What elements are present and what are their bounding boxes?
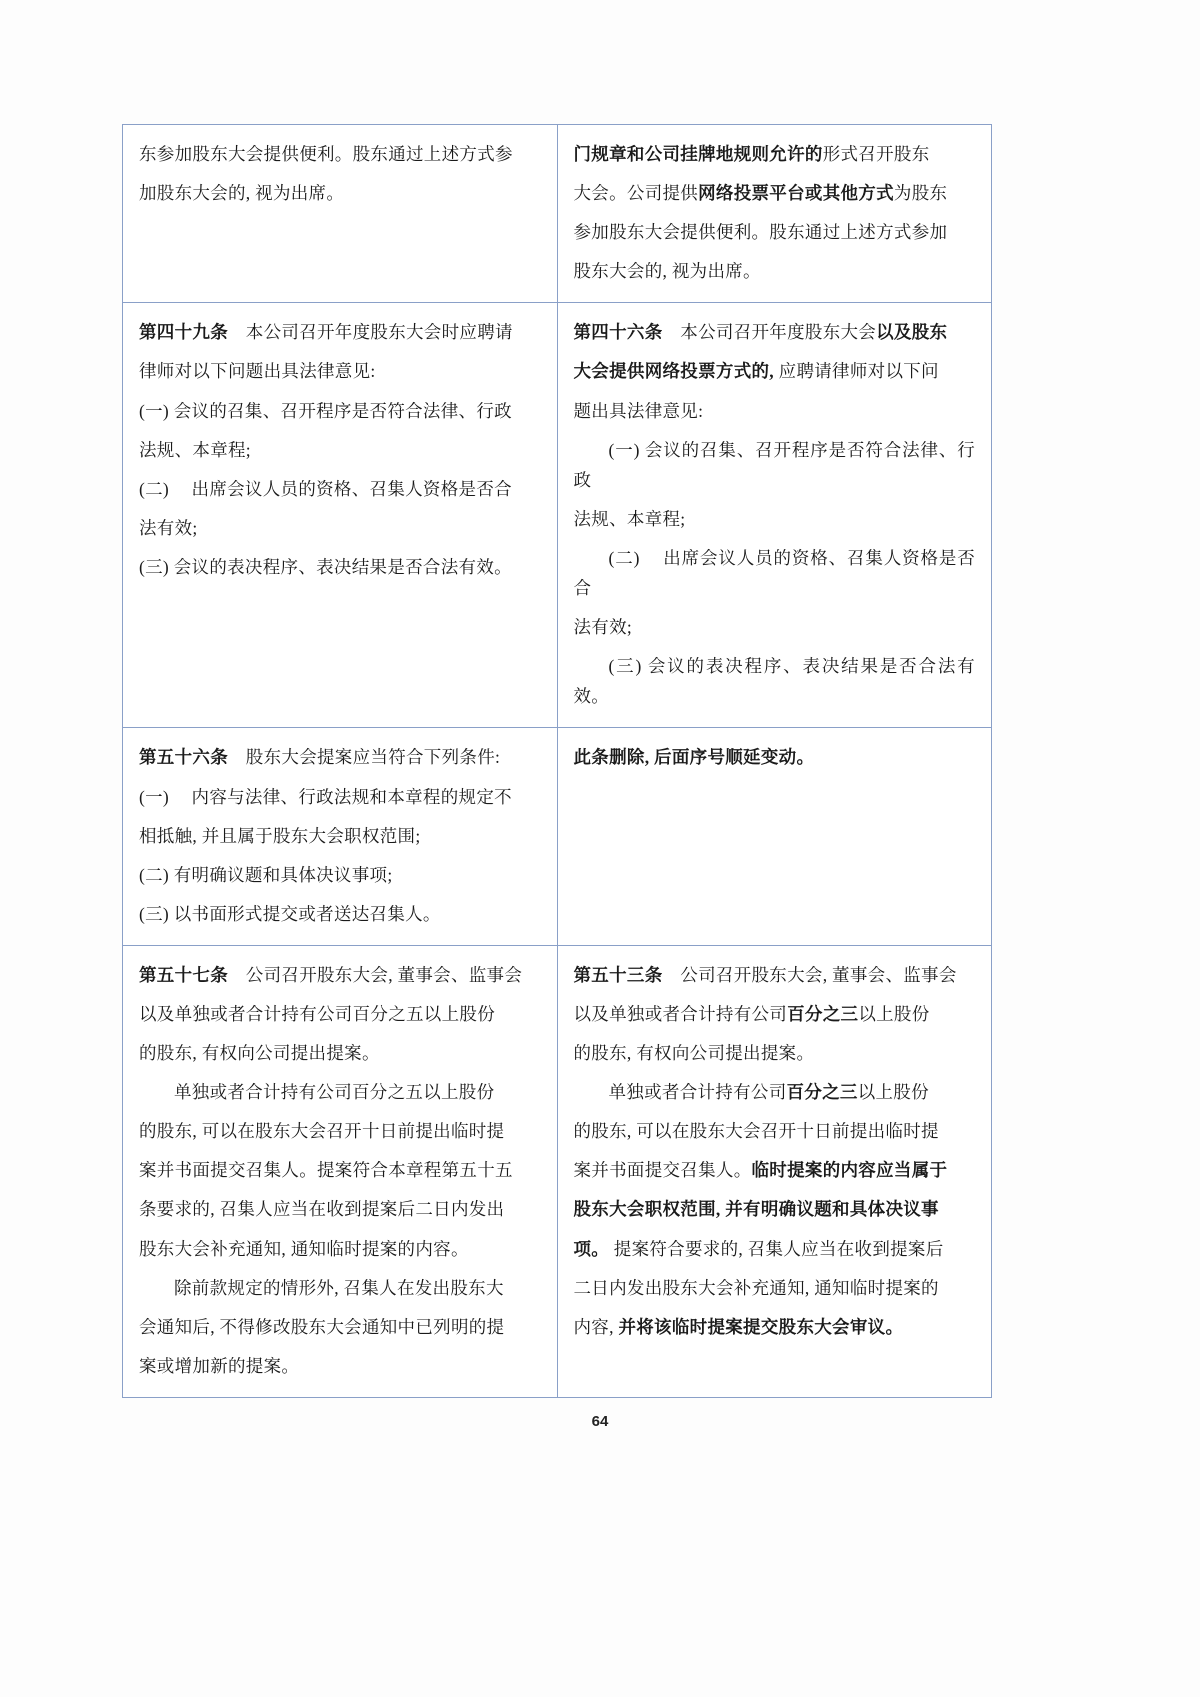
body-text: 的股东, 可以在股东大会召开十日前提出临时提 bbox=[139, 1121, 505, 1142]
paragraph-line bbox=[574, 1077, 976, 1107]
paragraph-line bbox=[574, 1312, 976, 1342]
body-text: (二) 出席会议人员的资格、召集人资格是否合 bbox=[139, 478, 512, 499]
page-number: 64 bbox=[591, 1413, 609, 1430]
paragraph-line bbox=[139, 1116, 541, 1146]
table-cell-revised bbox=[557, 125, 992, 303]
body-text: 法有效; bbox=[573, 617, 633, 638]
body-text: 东参加股东大会提供便利。股东通过上述方式参 bbox=[139, 144, 513, 164]
emphasis-text: 网络投票平台或其他方式 bbox=[698, 183, 894, 204]
paragraph-line bbox=[139, 1273, 541, 1303]
emphasis-text: 项。 bbox=[573, 1238, 610, 1259]
emphasis-text: 股东大会职权范围, 并有明确议题和具体决议事 bbox=[573, 1199, 939, 1220]
paragraph-line bbox=[139, 1351, 541, 1381]
paragraph-line bbox=[139, 1077, 541, 1107]
body-text: 股东大会提案应当符合下列条件: bbox=[228, 747, 501, 768]
paragraph-line bbox=[574, 317, 976, 347]
body-text: 法规、本章程; bbox=[139, 439, 251, 460]
table-cell-original bbox=[123, 303, 558, 728]
emphasis-text: 第四十九条 bbox=[139, 322, 228, 343]
table-row bbox=[123, 303, 992, 728]
body-text: 大会。公司提供 bbox=[573, 183, 699, 204]
emphasis-text: 百分之三 bbox=[787, 1003, 859, 1024]
comparison-table bbox=[122, 124, 992, 1398]
body-text: 的股东, 有权向公司提出提案。 bbox=[573, 1043, 815, 1064]
paragraph-line bbox=[139, 396, 541, 426]
body-text: 加股东大会的, 视为出席。 bbox=[139, 183, 345, 204]
paragraph-line bbox=[139, 1312, 541, 1342]
table-cell-original bbox=[123, 125, 558, 303]
paragraph-line bbox=[574, 612, 976, 642]
paragraph-line bbox=[574, 651, 976, 711]
emphasis-text: 第四十六条 bbox=[573, 322, 663, 343]
body-text: 法规、本章程; bbox=[573, 508, 686, 529]
table-cell-revised bbox=[557, 945, 992, 1397]
body-text: 应聘请律师对以下问 bbox=[773, 361, 939, 382]
body-text: 案或增加新的提案。 bbox=[139, 1355, 300, 1376]
body-text: (一) 内容与法律、行政法规和本章程的规定不 bbox=[139, 786, 512, 807]
body-text: 内容, bbox=[573, 1316, 619, 1337]
body-text: 股东大会补充通知, 通知临时提案的内容。 bbox=[139, 1238, 469, 1259]
body-text: 案并书面提交召集人。 bbox=[573, 1160, 752, 1181]
body-text: 除前款规定的情形外, 召集人在发出股东大 bbox=[174, 1277, 504, 1298]
paragraph-line bbox=[139, 742, 541, 772]
emphasis-text: 大会提供网络投票方式的, bbox=[573, 361, 774, 382]
body-text: 法有效; bbox=[139, 517, 198, 538]
paragraph-line bbox=[139, 1194, 541, 1224]
table-body bbox=[123, 125, 992, 1398]
paragraph-line bbox=[574, 742, 976, 772]
paragraph-line bbox=[139, 435, 541, 465]
body-text: 相抵触, 并且属于股东大会职权范围; bbox=[139, 825, 421, 846]
body-text: 以及单独或者合计持有公司百分之五以上股份 bbox=[139, 1003, 495, 1024]
body-text: 公司召开股东大会, 董事会、监事会 bbox=[662, 964, 957, 985]
emphasis-text: 第五十七条 bbox=[139, 964, 228, 985]
body-text: 单独或者合计持有公司 bbox=[608, 1082, 787, 1103]
body-text: (二) 出席会议人员的资格、召集人资格是否合 bbox=[573, 547, 975, 599]
paragraph-line bbox=[139, 860, 541, 890]
body-text: (三) 以书面形式提交或者送达召集人。 bbox=[139, 903, 441, 924]
paragraph-line bbox=[139, 960, 541, 990]
body-text: (三) 会议的表决程序、表决结果是否合法有效。 bbox=[573, 656, 975, 707]
paragraph-line bbox=[139, 356, 541, 386]
table-row bbox=[123, 728, 992, 945]
body-text: 单独或者合计持有公司百分之五以上股份 bbox=[174, 1082, 495, 1103]
paragraph-line bbox=[574, 139, 976, 169]
paragraph-line bbox=[574, 1155, 976, 1185]
body-text: 二日内发出股东大会补充通知, 通知临时提案的 bbox=[573, 1277, 939, 1298]
emphasis-text: 第五十三条 bbox=[573, 964, 663, 985]
emphasis-text: 第五十六条 bbox=[139, 747, 228, 768]
body-text: (二) 有明确议题和具体决议事项; bbox=[139, 864, 393, 885]
paragraph-line bbox=[139, 474, 541, 504]
paragraph-line bbox=[574, 1116, 976, 1146]
table-row bbox=[123, 945, 992, 1397]
paragraph-line bbox=[574, 178, 976, 208]
paragraph-line bbox=[574, 999, 976, 1029]
body-text: (三) 会议的表决程序、表决结果是否合法有效。 bbox=[139, 556, 512, 577]
body-text: (一) 会议的召集、召开程序是否符合法律、行政 bbox=[573, 439, 975, 490]
body-text: 形式召开股东 bbox=[822, 144, 930, 164]
body-text: 的股东, 有权向公司提出提案。 bbox=[139, 1043, 380, 1064]
emphasis-text: 以及股东 bbox=[876, 322, 948, 343]
paragraph-line bbox=[574, 396, 976, 426]
emphasis-text: 并将该临时提案提交股东大会审议。 bbox=[618, 1316, 904, 1337]
body-text: 的股东, 可以在股东大会召开十日前提出临时提 bbox=[573, 1121, 939, 1142]
paragraph-line bbox=[574, 1194, 976, 1224]
body-text: 题出具法律意见: bbox=[573, 400, 704, 421]
paragraph-line bbox=[139, 1234, 541, 1264]
paragraph-line bbox=[139, 139, 541, 169]
body-text: 公司召开股东大会, 董事会、监事会 bbox=[228, 964, 523, 985]
body-text: 为股东 bbox=[893, 183, 948, 204]
table-cell-original bbox=[123, 728, 558, 945]
paragraph-line bbox=[139, 821, 541, 851]
body-text: 会通知后, 不得修改股东大会通知中已列明的提 bbox=[139, 1316, 505, 1337]
body-text: 股东大会的, 视为出席。 bbox=[573, 261, 761, 282]
body-text: 本公司召开年度股东大会时应聘请 bbox=[228, 322, 513, 343]
paragraph-line bbox=[139, 999, 541, 1029]
body-text: 律师对以下问题出具法律意见: bbox=[139, 361, 376, 382]
body-text: 提案符合要求的, 召集人应当在收到提案后 bbox=[609, 1238, 944, 1259]
paragraph-line bbox=[139, 782, 541, 812]
body-text: 以及单独或者合计持有公司 bbox=[573, 1003, 788, 1024]
paragraph-line bbox=[139, 178, 541, 208]
body-text: 本公司召开年度股东大会 bbox=[662, 322, 877, 343]
paragraph-line bbox=[574, 256, 976, 286]
emphasis-text: 百分之三 bbox=[786, 1082, 858, 1103]
table-row bbox=[123, 125, 992, 303]
paragraph-line bbox=[574, 1038, 976, 1068]
body-text: 参加股东大会提供便利。股东通过上述方式参加 bbox=[573, 222, 948, 243]
paragraph-line bbox=[139, 317, 541, 347]
table-cell-original bbox=[123, 945, 558, 1397]
paragraph-line bbox=[139, 513, 541, 543]
paragraph-line bbox=[574, 1273, 976, 1303]
emphasis-text: 此条删除, 后面序号顺延变动。 bbox=[573, 747, 815, 768]
body-text: (一) 会议的召集、召开程序是否符合法律、行政 bbox=[139, 400, 512, 421]
paragraph-line bbox=[574, 435, 976, 495]
paragraph-line bbox=[139, 1155, 541, 1185]
paragraph-line bbox=[139, 552, 541, 582]
paragraph-line bbox=[574, 543, 976, 603]
body-text: 以上股份 bbox=[858, 1003, 930, 1024]
paragraph-line bbox=[139, 1038, 541, 1068]
body-text: 案并书面提交召集人。提案符合本章程第五十五 bbox=[139, 1160, 513, 1181]
table-cell-revised bbox=[557, 728, 992, 945]
body-text: 以上股份 bbox=[857, 1082, 929, 1103]
table-cell-revised bbox=[557, 303, 992, 728]
paragraph-line bbox=[574, 217, 976, 247]
paragraph-line bbox=[139, 899, 541, 929]
paragraph-line bbox=[574, 960, 976, 990]
emphasis-text: 临时提案的内容应当属于 bbox=[751, 1160, 948, 1181]
body-text: 条要求的, 召集人应当在收到提案后二日内发出 bbox=[139, 1199, 505, 1220]
paragraph-line bbox=[574, 356, 976, 386]
emphasis-text: 门规章和公司挂牌地规则允许的 bbox=[573, 144, 823, 164]
paragraph-line bbox=[574, 504, 976, 534]
paragraph-line bbox=[574, 1234, 976, 1264]
